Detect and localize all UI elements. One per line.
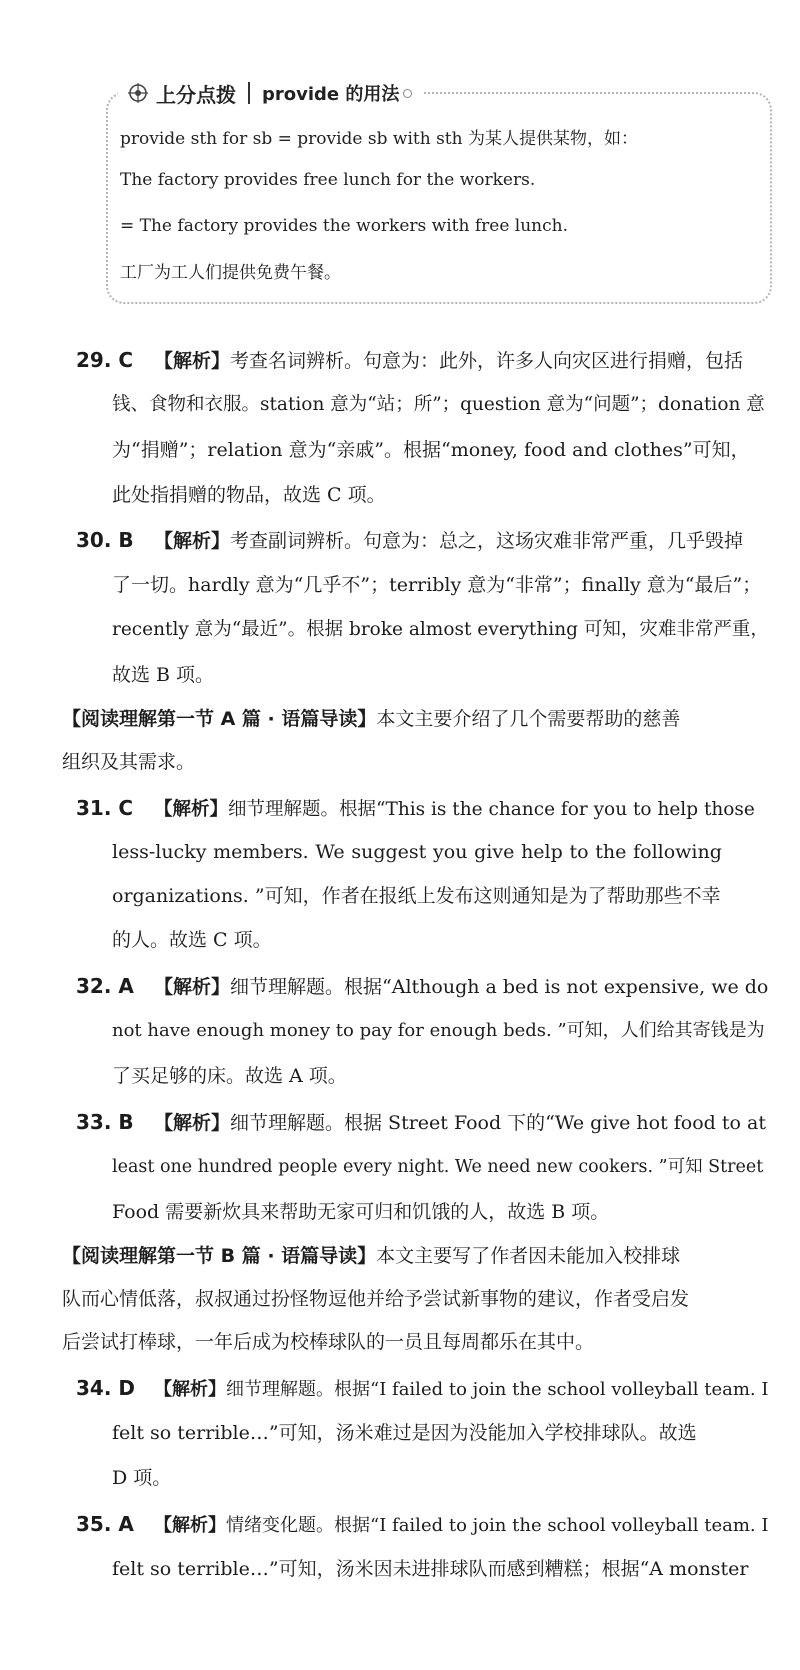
answer-text: 细节理解题。根据“I failed to join the school volleyball team. I <box>226 1379 769 1400</box>
tip-title: 上分点拨 <box>156 82 236 107</box>
answer-text: felt so terrible…”可知，汤米因未进排球队而感到糟糕；根据“A monster <box>112 1558 749 1580</box>
answer-29 <box>76 348 743 372</box>
answer-34 <box>76 1376 768 1400</box>
guide-text: 后尝试打棒球，一年后成为校棒球队的一员且每周都乐在其中。 <box>62 1331 595 1353</box>
word: following <box>633 841 722 863</box>
answer-text: organizations. ”可知，作者在报纸上发布这则通知是为了帮助那些不幸 <box>112 885 721 907</box>
answer-number: 30. B <box>76 528 134 552</box>
tip-topic: provide 的用法 <box>262 84 400 105</box>
section-label: 【阅读理解第一节 A 篇 · 语篇导读】 <box>62 708 377 730</box>
tip-dot <box>403 89 412 98</box>
answer-number: 29. C <box>76 348 134 372</box>
answer-text: 钱、食物和衣服。station 意为“站；所”；question 意为“问题”；donation 意 <box>112 394 765 415</box>
reading-guide-a <box>62 707 680 731</box>
answer-text: Food 需要新炊具来帮助无家可归和饥饿的人，故选 B 项。 <box>112 1201 610 1223</box>
word: We <box>315 841 345 863</box>
word: suggest <box>351 841 427 863</box>
word: you <box>433 841 468 863</box>
tip-line: 工厂为工人们提供免费午餐。 <box>120 263 341 283</box>
reading-guide-b <box>62 1244 680 1268</box>
answer-35 <box>76 1512 768 1536</box>
answer-text: 的人。故选 C 项。 <box>112 929 272 951</box>
tip-header <box>118 78 424 108</box>
answer-text: 为“捐赠”；relation 意为“亲戚”。根据“money, food and clothes”可知， <box>112 439 750 461</box>
answer-number: 32. A <box>76 974 134 998</box>
answer-text: felt so terrible…”可知，汤米难过是因为没能加入学校排球队。故选 <box>112 1422 697 1444</box>
answer-number: 35. A <box>76 1512 134 1536</box>
answer-text: 考查名词辨析。句意为：此外，许多人向灾区进行捐赠，包括 <box>230 350 744 372</box>
section-label: 【阅读理解第一节 B 篇 · 语篇导读】 <box>62 1245 377 1267</box>
tip-divider <box>248 82 250 104</box>
answer-text: 考查副词辨析。句意为：总之，这场灾难非常严重，几乎毁掉 <box>230 530 744 552</box>
answer-text: 细节理解题。根据“Although a bed is not expensive, we do <box>230 976 769 998</box>
word: members. <box>213 841 309 863</box>
analysis-tag: 【解析】 <box>154 799 229 820</box>
answer-text: 细节理解题。根据 Street Food 下的“We give hot food to at <box>230 1112 766 1134</box>
analysis-tag: 【解析】 <box>154 1379 226 1400</box>
word: help <box>521 841 563 863</box>
guide-text: 本文主要写了作者因未能加入校排球 <box>376 1245 681 1267</box>
answer-31 <box>76 796 755 820</box>
answer-text-justified <box>112 840 722 864</box>
guide-text: 队而心情低落，叔叔通过扮怪物逗他并给予尝试新事物的建议，作者受启发 <box>62 1288 690 1310</box>
analysis-tag: 【解析】 <box>154 530 231 552</box>
tip-line: = The factory provides the workers with free lunch. <box>120 216 569 236</box>
answer-number: 31. C <box>76 796 134 820</box>
answer-text: recently 意为“最近”。根据 broke almost everything 可知，灾难非常严重， <box>112 619 769 640</box>
target-icon <box>128 83 148 103</box>
guide-text: 组织及其需求。 <box>62 751 196 773</box>
answer-number: 34. D <box>76 1376 135 1400</box>
tip-line: The factory provides free lunch for the workers. <box>120 170 536 190</box>
answer-text: least one hundred people every night. We need new cookers. ”可知 Street <box>112 1157 764 1177</box>
answer-number: 33. B <box>76 1110 134 1134</box>
answer-text: 情绪变化题。根据“I failed to join the school volleyball team. I <box>226 1515 769 1536</box>
guide-text: 本文主要介绍了几个需要帮助的慈善 <box>376 708 681 730</box>
word: to <box>569 841 589 863</box>
answer-30 <box>76 528 743 552</box>
answer-text: 细节理解题。根据“This is the chance for you to help those <box>228 799 755 820</box>
word: the <box>595 841 627 863</box>
analysis-tag: 【解析】 <box>154 1112 231 1134</box>
analysis-tag: 【解析】 <box>154 350 231 372</box>
answer-text: 了买足够的床。故选 A 项。 <box>112 1065 347 1087</box>
answer-33 <box>76 1110 766 1134</box>
answer-text: 了一切。hardly 意为“几乎不”；terribly 意为“非常”；finally 意为“最后”； <box>112 574 762 596</box>
answer-text: 故选 B 项。 <box>112 664 215 686</box>
word: give <box>474 841 515 863</box>
answer-text: D 项。 <box>112 1467 172 1489</box>
analysis-tag: 【解析】 <box>154 1515 226 1536</box>
answer-text: not have enough money to pay for enough beds. ”可知，人们给其寄钱是为 <box>112 1020 765 1041</box>
tip-line: provide sth for sb = provide sb with sth 为某人提供某物，如： <box>120 129 638 149</box>
answer-32 <box>76 974 768 998</box>
word: less-lucky <box>112 841 207 863</box>
answer-text: 此处指捐赠的物品，故选 C 项。 <box>112 484 386 506</box>
analysis-tag: 【解析】 <box>154 976 231 998</box>
